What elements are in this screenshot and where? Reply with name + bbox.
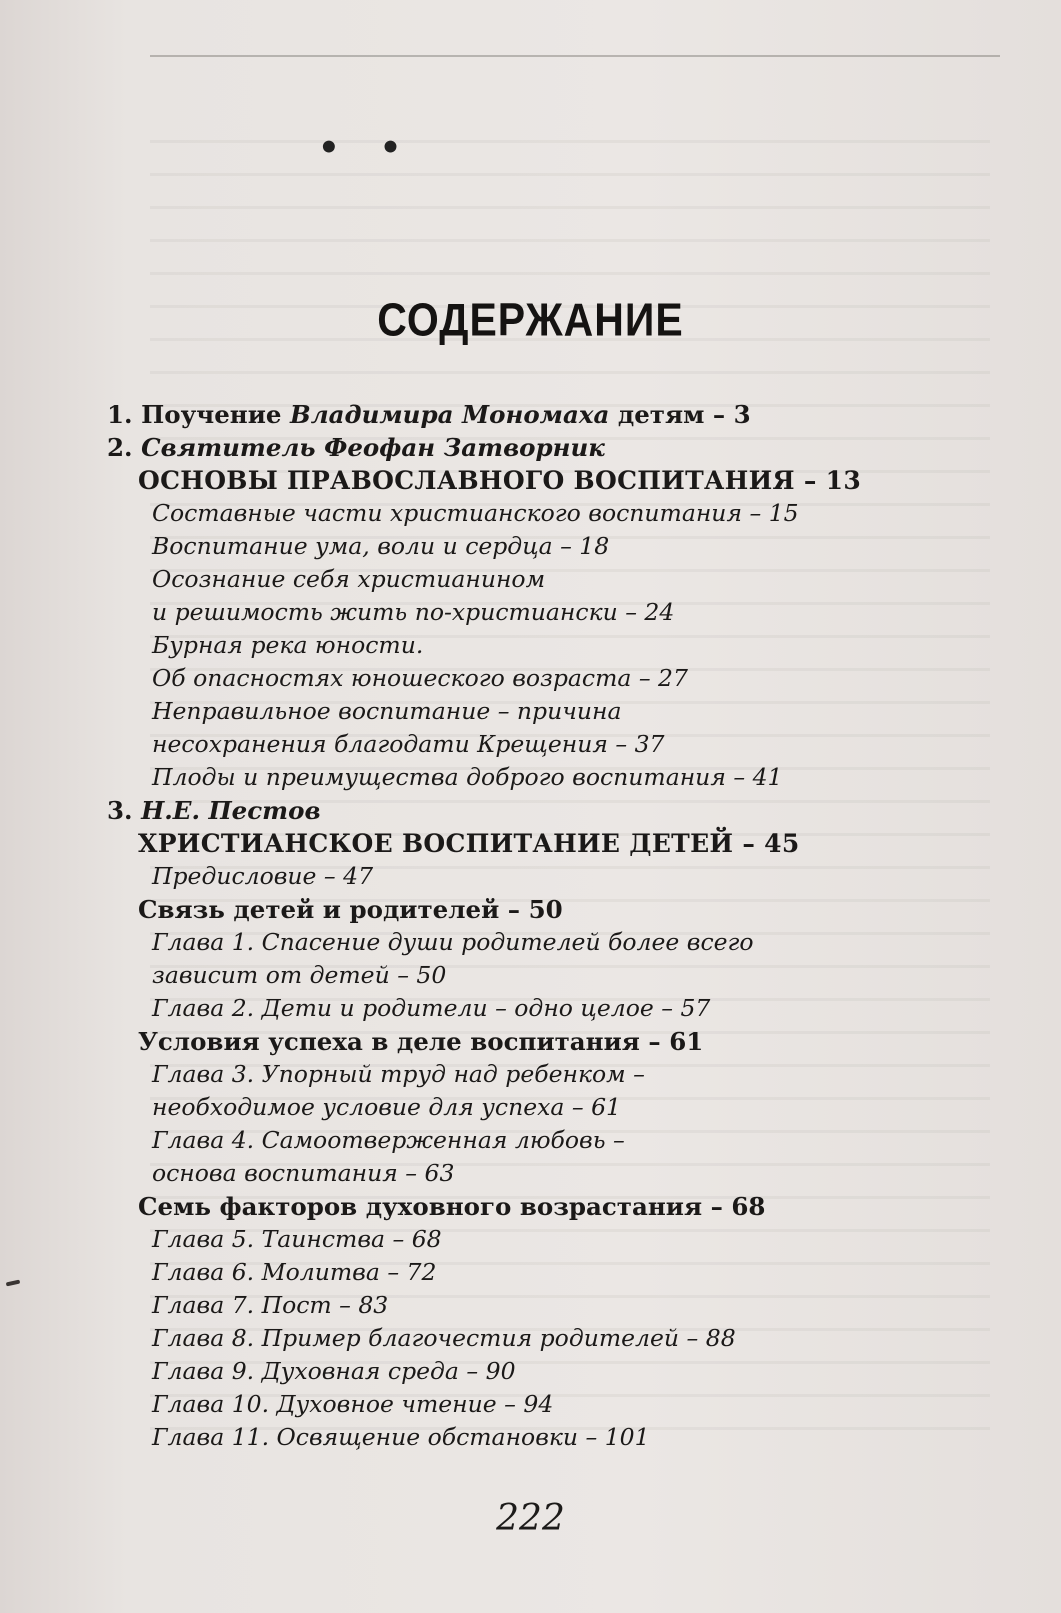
toc-entry: [0, 1091, 1061, 1124]
toc-entry: [0, 860, 1061, 893]
toc-entry: [0, 1322, 1061, 1355]
toc-entry-text: основа воспитания – 63: [152, 1159, 455, 1187]
toc-entry-text: Предисловие – 47: [152, 862, 374, 890]
toc-entry: [0, 1421, 1061, 1454]
toc-entry: [0, 1058, 1061, 1091]
toc-entry: [0, 1223, 1061, 1256]
toc-entry: [0, 629, 1061, 662]
toc-entry-text: Глава 6. Молитва – 72: [152, 1258, 437, 1286]
toc-entry: [0, 1355, 1061, 1388]
toc-entry: [0, 1256, 1061, 1289]
bleed-line: [150, 173, 990, 176]
toc-entry: [0, 827, 1061, 860]
toc-entry-suffix: детям – 3: [609, 400, 751, 429]
toc-entry: [0, 497, 1061, 530]
toc-entry: [0, 794, 1061, 827]
toc-entry-italic: Н.Е. Пестов: [141, 796, 321, 825]
page-title: СОДЕРЖАНИЕ: [377, 294, 684, 346]
toc-entry-text: Глава 3. Упорный труд над ребенком –: [152, 1060, 645, 1088]
toc-entry-text: Глава 10. Духовное чтение – 94: [152, 1390, 554, 1418]
bleed-line: [150, 140, 990, 143]
toc-entry-text: 1. Поучение: [107, 400, 291, 429]
bleed-line: [150, 371, 990, 374]
toc-entry-text: Глава 9. Духовная среда – 90: [152, 1357, 516, 1385]
toc-entry: [0, 761, 1061, 794]
toc-entry-text: Семь факторов духовного возрастания – 68: [138, 1192, 766, 1221]
toc-entry-text: Об опасностях юношеского возраста – 27: [152, 664, 688, 692]
toc-entry-text: Бурная река юности.: [152, 631, 424, 659]
toc-entry-italic: Святитель Феофан Затворник: [141, 433, 605, 462]
toc-entry-text: и решимость жить по-христиански – 24: [152, 598, 675, 626]
toc-entry: [0, 530, 1061, 563]
toc-entry-text: несохранения благодати Крещения – 37: [152, 730, 665, 758]
toc-entry-text: Глава 2. Дети и родители – одно целое – 57: [152, 994, 711, 1022]
toc-entry: [0, 662, 1061, 695]
toc-entry: [0, 992, 1061, 1025]
toc-entry: [0, 1124, 1061, 1157]
page-number: 222: [496, 1498, 565, 1539]
toc-entry-italic: Владимира Мономаха: [290, 400, 610, 429]
toc-entry-text: необходимое условие для успеха – 61: [152, 1093, 621, 1121]
toc-entry-text: Условия успеха в деле воспитания – 61: [138, 1027, 704, 1056]
bleed-line: [150, 272, 990, 275]
toc-entry-text: зависит от детей – 50: [152, 961, 447, 989]
toc-entry: [0, 1025, 1061, 1058]
toc-entry-text: Глава 5. Таинства – 68: [152, 1225, 442, 1253]
toc-entry: [0, 464, 1061, 497]
toc-entry-text: ОСНОВЫ ПРАВОСЛАВНОГО ВОСПИТАНИЯ – 13: [138, 466, 862, 495]
toc-entry-text: Осознание себя христианином: [152, 565, 546, 593]
toc-entry-text: Связь детей и родителей – 50: [138, 895, 563, 924]
toc-entry: [0, 1388, 1061, 1421]
toc-entry: [0, 728, 1061, 761]
toc-entry: [0, 1190, 1061, 1223]
toc-entry: [0, 926, 1061, 959]
toc-entry-text: Глава 1. Спасение души родителей более всего: [152, 928, 754, 956]
toc-entry: [0, 1289, 1061, 1322]
toc-entry-text: Воспитание ума, воли и сердца – 18: [152, 532, 610, 560]
toc-entry: [0, 398, 1061, 431]
toc-entry-text: Глава 7. Пост – 83: [152, 1291, 389, 1319]
running-head-rule: [150, 55, 1000, 58]
toc-entry: [0, 695, 1061, 728]
toc-entry-text: Глава 8. Пример благочестия родителей – 88: [152, 1324, 736, 1352]
toc-entry-text: Глава 11. Освящение обстановки – 101: [152, 1423, 650, 1451]
toc-entry-text: Неправильное воспитание – причина: [152, 697, 622, 725]
toc-entry-text: Составные части христианского воспитания – 15: [152, 499, 799, 527]
toc-entry: [0, 563, 1061, 596]
bleed-line: [150, 239, 990, 242]
bleed-line: [150, 206, 990, 209]
toc-entry: [0, 1157, 1061, 1190]
toc-entry: [0, 431, 1061, 464]
toc-entry-text: 3.: [107, 796, 142, 825]
toc-entry: [0, 893, 1061, 926]
toc-entry-text: Плоды и преимущества доброго воспитания – 41: [152, 763, 783, 791]
table-of-contents: [0, 398, 1061, 1454]
toc-entry-text: ХРИСТИАНСКОЕ ВОСПИТАНИЕ ДЕТЕЙ – 45: [138, 829, 800, 858]
toc-entry: [0, 959, 1061, 992]
ornament-dots: • •: [318, 128, 416, 168]
toc-entry-text: 2.: [107, 433, 142, 462]
toc-entry-text: Глава 4. Самоотверженная любовь –: [152, 1126, 625, 1154]
toc-entry: [0, 596, 1061, 629]
